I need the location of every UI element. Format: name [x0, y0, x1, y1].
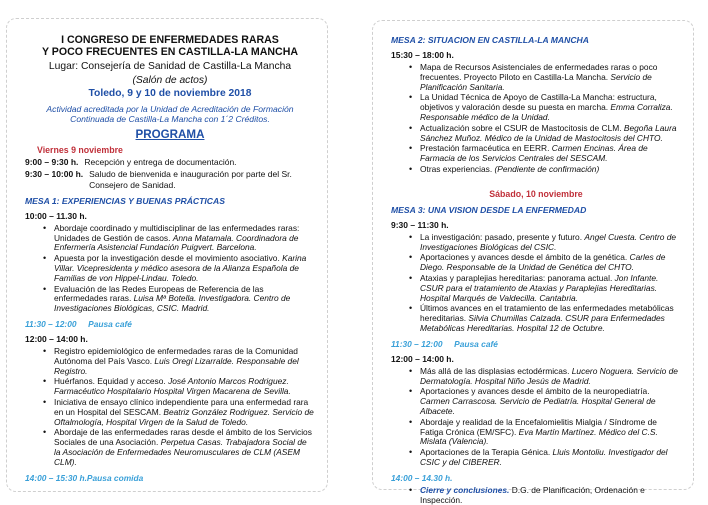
- list-item: • Evaluación de las Redes Europeas de Referencia de las enfermedades raras. Luisa Mª Botella. Investigadora. Centro de Investigaciones Biológicas, CSIC. Madrid.: [54, 285, 315, 314]
- list-item: • Prestación farmacéutica en EERR. Carmen Encinas. Área de Farmacia de los Servicios Centrales del SESCAM.: [420, 144, 681, 164]
- list-item: • Aportaciones de la Terapia Génica. Lluis Montoliu. Investigador del CSIC y del CIBERER.: [420, 448, 681, 468]
- list-item: [420, 486, 681, 505]
- accreditation-line2: Continuada de Castilla-La Mancha con 1´2 Créditos.: [70, 113, 270, 124]
- schedule-row: [25, 157, 315, 167]
- venue: (Salón de actos): [132, 75, 208, 87]
- left-panel: [6, 18, 328, 492]
- congress-title-line2: Y POCO FRECUENTES EN CASTILLA-LA MANCHA: [41, 45, 299, 58]
- mesa3-list: [391, 233, 681, 334]
- mesa2-time: 15:30 – 18:00 h.: [391, 50, 454, 60]
- mesa1-list: [25, 224, 315, 314]
- day2-heading: Sábado, 10 noviembre: [489, 188, 583, 199]
- closing-label: Cierre y conclusiones.: [420, 484, 510, 495]
- right-panel: [372, 20, 694, 505]
- block2-list: [25, 347, 315, 468]
- closing-rest: D.G. de Planificación, Ordenación e Inspección.: [420, 484, 645, 505]
- closing-time: 14:00 – 14.30 h.: [391, 472, 453, 483]
- list-item: • Registro epidemiológico de enfermedades raras de la Comunidad Autónoma del País Vasco. Luis Oregi Lizarralde. Responsable del Registro.: [54, 347, 315, 376]
- mesa2-title: MESA 2: SITUACION EN CASTILLA-LA MANCHA: [391, 35, 589, 45]
- list-item: • Iniciativa de ensayo clínico independiente para una enfermedad rara en un Hospital del SESCAM. Beatriz González Rodriguez. Servicio de Oftalmología, Hospital Virgen de la Salud de Toledo.: [54, 398, 315, 427]
- pause-lunch: 14:00 – 15:30 h.Pausa comida: [25, 472, 144, 483]
- block4-time: 12:00 – 14:00 h.: [391, 353, 454, 364]
- list-item: • Aportaciones y avances desde el ámbito de la genética. Carles de Diego. Responsable de la Unidad de Genética del CHTO.: [420, 253, 681, 273]
- list-item: • La Unidad Técnica de Apoyo de Castilla-La Mancha: estructura, objetivos y valoración desde su puesta en marcha. Emma Corraliza. Responsable médico de la Unidad.: [420, 93, 681, 122]
- mesa1-title: MESA 1: EXPERIENCIAS Y BUENAS PRÁCTICAS: [25, 195, 225, 206]
- block4-list: [391, 367, 681, 468]
- list-item: • La investigación: pasado, presente y futuro. Angel Cuesta. Centro de Investigaciones Biológicas del CSIC.: [420, 233, 681, 253]
- schedule-desc: Saludo de bienvenida e inauguración por parte del Sr. Consejero de Sanidad.: [89, 169, 292, 190]
- schedule-desc: Recepción y entrega de documentación.: [84, 157, 237, 168]
- closing-list: [391, 486, 681, 505]
- day1-heading: Viernes 9 noviembre: [37, 145, 123, 156]
- list-item: • Otras experiencias. (Pendiente de confirmación): [420, 165, 681, 175]
- mesa2-list: [391, 63, 681, 175]
- list-item: • Huérfanos. Equidad y acceso. José Antonio Marcos Rodriguez. Farmacéutico Hospitalario Hospital Virgen Macarena de Sevilla.: [54, 377, 315, 397]
- mesa3-title: MESA 3: UNA VISION DESDE LA ENFERMEDAD: [391, 204, 587, 215]
- pause-coffee-2: 11:30 – 12:00 Pausa café: [391, 338, 498, 349]
- programa-heading: PROGRAMA: [135, 128, 205, 142]
- accreditation-line1: Actividad acreditada por la Unidad de Acreditación de Formación: [46, 103, 294, 114]
- list-item: • Abordaje de las enfermedades raras desde el ámbito de los Servicios Sociales de una Asociación. Perpetua Casas. Trabajadora Social de la Asociación de Enfermedades Neuromusculares de CLM (ASEM CLM).: [54, 428, 315, 467]
- list-item: • Ataxias y paraplejias hereditarias: panorama actual. Jon Infante. CSUR para el tratamiento de Ataxias y Paraplejias Hereditarias. Hospital Marqués de Valdecilla. Cantabria.: [420, 274, 681, 303]
- list-item: • Últimos avances en el tratamiento de las enfermedades metabólicas hereditarias. Silvia Chumillas Calzada. CSUR para Enfermedades Metabólicas Hereditarias. Hospital 12 de Octubre.: [420, 304, 681, 333]
- location: Lugar: Consejería de Sanidad de Castilla-La Mancha: [48, 61, 292, 72]
- schedule-row: [25, 169, 315, 189]
- list-item: • Mapa de Recursos Asistenciales de enfermedades raras o poco frecuentes. Proyecto Piloto en Castilla-La Mancha. Servicio de Planificación Sanitaria.: [420, 63, 681, 92]
- list-item: • Más allá de las displasias ectodérmicas. Lucero Noguera. Servicio de Dermatología. Hospital Niño Jesús de Madrid.: [420, 367, 681, 387]
- schedule-time: 9:00 – 9:30 h.: [25, 157, 79, 168]
- mesa1-time: 10:00 – 11.30 h.: [25, 210, 87, 221]
- schedule-time: 9:30 – 10:00 h.: [25, 169, 84, 180]
- list-item: • Abordaje coordinado y multidisciplinar de las enfermedades raras: Unidades de Gestión de casos. Anna Matamala. Coordinadora de Enfermería Asistencial Fundación Puigvert. Barcelona.: [54, 224, 315, 253]
- list-item: • Actualización sobre el CSUR de Mastocitosis de CLM. Begoña Laura Sánchez Muñoz. Médico de la Unidad de Mastocitosis del CHTO.: [420, 124, 681, 144]
- pause-coffee-1: 11:30 – 12:00 Pausa café: [25, 318, 132, 329]
- event-dates: Toledo, 9 y 10 de noviembre 2018: [88, 87, 252, 99]
- list-item: • Abordaje y realidad de la Encefalomielitis Mialgia / Síndrome de Fatiga Crónica (EM/SFC). Eva Martín Martínez. Médico del C.S. Mislata (Valencia).: [420, 418, 681, 447]
- block2-time: 12:00 – 14:00 h.: [25, 333, 88, 344]
- list-item: • Apuesta por la investigación desde el movimiento asociativo. Karina Villar. Vicepresidenta y médico asesora de la Alianza Española de Familias de von Hippel-Lindau. Toledo.: [54, 254, 315, 283]
- mesa3-time: 9:30 – 11:30 h.: [391, 219, 449, 230]
- list-item: • Aportaciones y avances desde el ámbito de la neuropediatría. Carmen Carrascosa. Servicio de Pediatría. Hospital General de Albacete.: [420, 387, 681, 416]
- congress-title-line1: I CONGRESO DE ENFERMEDADES RARAS: [61, 34, 279, 46]
